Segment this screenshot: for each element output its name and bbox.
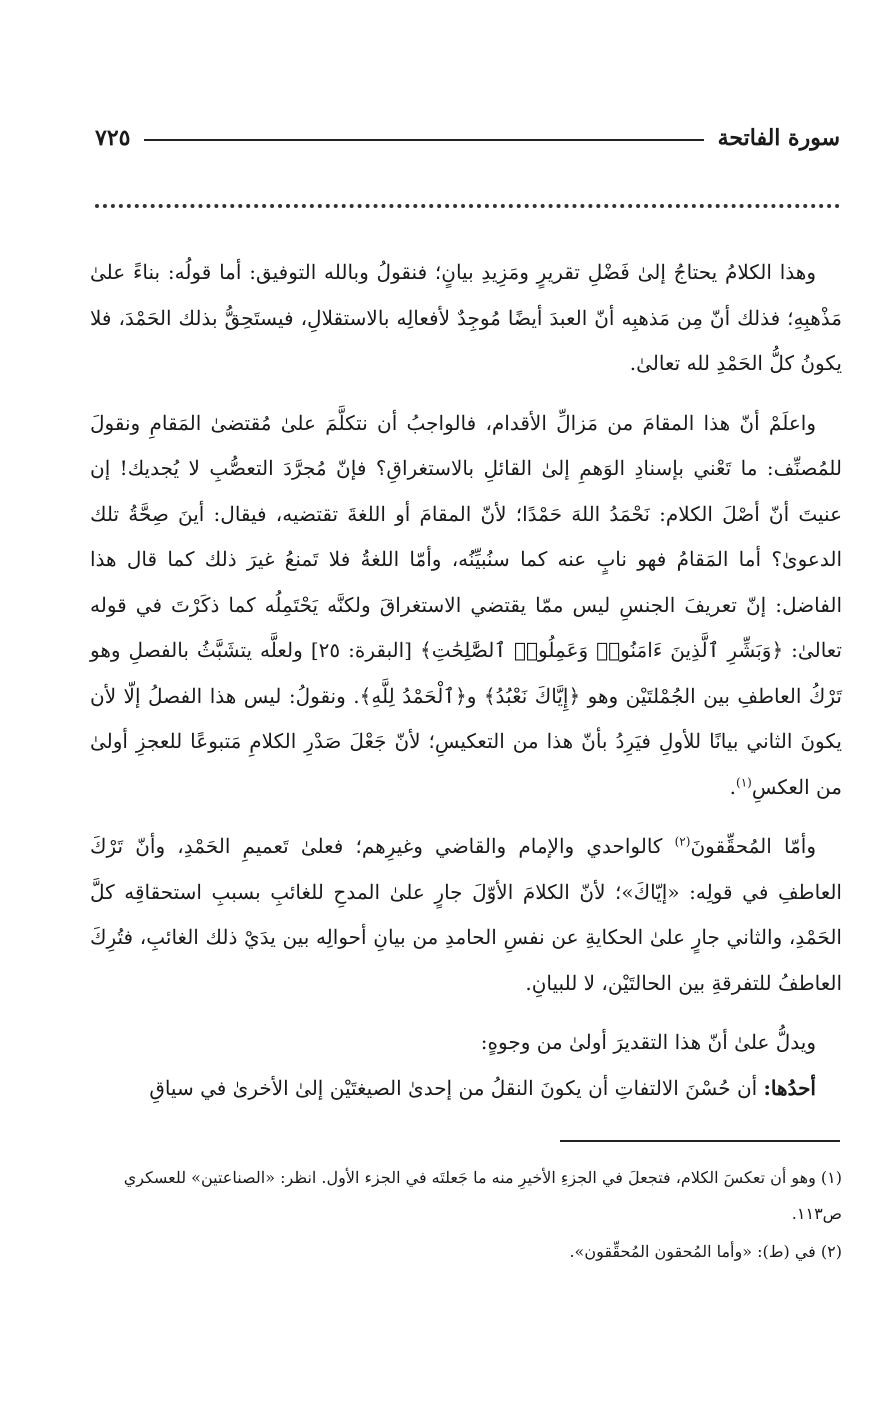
header-rule <box>144 139 703 141</box>
paragraph-2-end: . <box>729 774 737 799</box>
footnote-separator <box>560 1140 840 1142</box>
paragraph-2-text: واعلَمْ أنّ هذا المقامَ من مَزالِّ الأقدام، فالواجبُ أن نتكلَّمَ علىٰ مُقتضىٰ المَقامِ ونقولَ للمُصنِّف: ما تَعْني بإسنادِ الوَهمِ إلىٰ القائلِ بالاستغراقِ؟ فإنّ مُجرَّدَ التعصُّبِ لا يُجديك! إن عنيتَ أنّ أصْلَ الكلام: نَحْمَدُ اللهَ حَمْدًا؛ لأنّ المقامَ أو اللغةَ تقتضيه، فيقال: أينَ صِحَّةُ تلك الدعوىٰ؟ أما المَقامُ فهو نابٍ عنه كما سنُبيِّنُه، وأمّا اللغةُ فلا تَمنعُ غيرَ ذلك كما قال هذا الفاضل: إنّ تعريفَ الجنسِ ليس ممّا يقتضي الاستغراقَ ولكنَّه يَحْتَمِلُه كما ذكَرْتَ في قوله تعالىٰ: ﴿وَبَشِّرِ ٱلَّذِينَ ءَامَنُوا۟ وَعَمِلُوا۟ ٱلصَّٰلِحَٰتِ﴾ [البقرة: ٢٥] ولعلَّه يتشَبَّثُ بالفصلِ وهو تَرْكُ العاطفِ بين الجُمْلتَيْن وهو ﴿إِيَّاكَ نَعْبُدُ﴾ و﴿ٱلْحَمْدُ لِلَّهِ﴾. ونقولُ: ليس هذا الفصلُ إلّا لأن يكونَ الثاني بيانًا للأولِ فيَرِدُ بأنّ هذا من التعكيسِ؛ لأنّ جَعْلَ صَدْرِ الكلامِ مَتبوعًا للعجزِ أولىٰ من العكسِ <box>90 410 842 799</box>
running-head <box>95 118 840 158</box>
footnote-2: (٢) في (ط): «وأما المُحقون المُحقِّقون». <box>569 1242 842 1261</box>
paragraph-4: ويدلُّ علىٰ أنّ هذا التقديرَ أولىٰ من وجوهٍ: <box>480 1030 816 1054</box>
chapter-title: سورة الفاتحة <box>717 125 840 151</box>
page-number: ٧٢٥ <box>95 125 131 151</box>
dotted-separator <box>95 204 840 208</box>
paragraph-1: وهذا الكلامُ يحتاجُ إلىٰ فَضْلِ تقريرٍ ومَزِيدِ بيانٍ؛ فنقولُ وبالله التوفيق: أما قولُه: بناءً علىٰ مَذْهبِهِ؛ فذلك أنّ مِن مَذهبِه أنّ العبدَ أيضًا مُوجِدٌ لأفعالِه بالاستقلالِ، فيستَحِقُّ بذلك الحَمْدَ، فلا يكونُ كلُّ الحَمْدِ لله تعالىٰ. <box>90 260 842 375</box>
paragraph-3-text: كالواحدي والإمام والقاضي وغيرِهم؛ فعلىٰ تَعميمِ الحَمْدِ، وأنّ تَرْكَ العاطفِ في قولِه: «إيّاكَ»؛ لأنّ الكلامَ الأوّلَ جارٍ علىٰ المدحِ للغائبِ بسببِ استحقاقِه كلَّ الحَمْدِ، والثاني جارٍ علىٰ الحكايةِ عن نفسِ الحامدِ من بيانِ أحوالِه بين يدَيْ ذلك الغائبِ، فتُرِكَ العاطفُ للتفرقةِ بين الحالتَيْن، لا للبيانِ. <box>90 834 842 995</box>
paragraph-3 <box>90 824 842 1006</box>
paragraph-5-text: أن حُسْنَ الالتفاتِ أن يكونَ النقلُ من إحدىٰ الصيغتَيْن إلىٰ الأخرىٰ في سياقِ <box>149 1075 764 1100</box>
paragraph-5 <box>90 1066 842 1112</box>
footnote-ref-1: (١) <box>736 774 752 789</box>
main-text <box>90 250 842 1111</box>
footnote-1: (١) وهو أن تعكسَ الكلام، فتجعلَ في الجزءِ الأخيرِ منه ما جَعلتَه في الجزء الأول. انظر: «الصناعتين» للعسكري ص١١٣. <box>123 1168 842 1223</box>
paragraph-3-start: وأمّا المُحقِّقونَ <box>690 834 816 858</box>
footnote-ref-2: (٢) <box>674 834 691 849</box>
footnotes <box>90 1160 842 1272</box>
paragraph-2 <box>90 401 842 811</box>
paragraph-5-label: أحدُها: <box>763 1075 816 1100</box>
